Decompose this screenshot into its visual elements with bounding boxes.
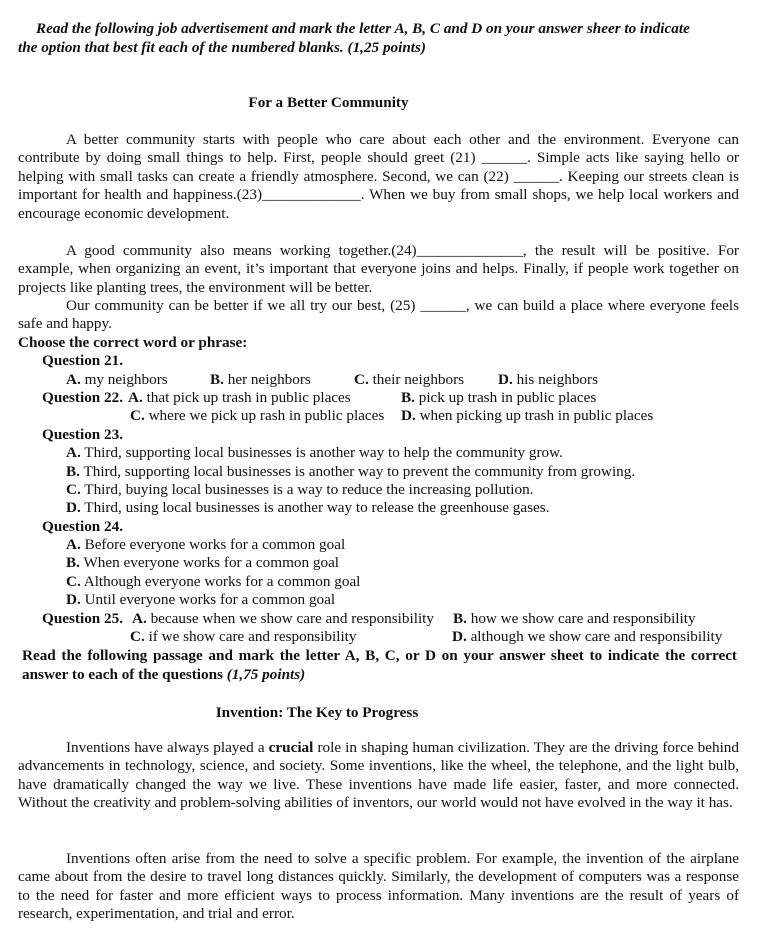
- question-25-option-a[interactable]: A. because when we show care and responsibility: [132, 610, 434, 627]
- passage-2-paragraph-2: Inventions often arise from the need to solve a specific problem. For example, the invention of the airplane came about from the desire to travel long distances quickly. Similarly, the development of computers was a response to the need for faster and more efficient ways to process information. Many inventions are the result of years of research, experimentation, and trial and error.: [18, 850, 739, 923]
- question-21-option-b[interactable]: B. her neighbors: [210, 371, 311, 388]
- crucial-keyword: crucial: [268, 739, 314, 756]
- question-22-label: Question 22.: [42, 389, 124, 406]
- question-21-option-a[interactable]: A. my neighbors: [66, 371, 168, 388]
- instruction-1-line-1: Read the following job advertisement and mark the letter A, B, C and D on your answer sheer to indicate: [36, 20, 690, 37]
- question-24-option-c[interactable]: C. Although everyone works for a common goal: [66, 573, 361, 590]
- question-25-option-d[interactable]: D. although we show care and responsibility: [452, 628, 723, 645]
- passage-2-title: Invention: The Key to Progress: [215, 704, 419, 721]
- question-24-option-d[interactable]: D. Until everyone works for a common goal: [66, 591, 336, 608]
- instruction-2: Read the following passage and mark the letter A, B, C, or D on your answer sheet to indicate the correct answer to each of the questions (1,75 points): [22, 647, 737, 683]
- question-24-label: Question 24.: [42, 518, 124, 535]
- question-23-label: Question 23.: [42, 426, 124, 443]
- question-23-option-d[interactable]: D. Third, using local businesses is another way to release the greenhouse gases.: [66, 499, 550, 516]
- instruction-2-points: (1,75 points): [226, 665, 306, 683]
- question-23-option-c[interactable]: C. Third, buying local businesses is a way to reduce the increasing pollution.: [66, 481, 534, 498]
- instruction-1-line-2: the option that best fit each of the numbered blanks. (1,25 points): [18, 39, 426, 56]
- passage-1-paragraph-1: A better community starts with people who care about each other and the environment. Everyone can contribute by doing small things to help. First, people should greet (21) ______. Simple acts like saying hello or helping with small tasks can create a friendly atmosphere. Second, we can (22) ______. Keeping our streets clean is important for health and happiness.(23)_____________. When we buy from small shops, we help local workers and encourage economic development.: [18, 131, 739, 222]
- passage-1-paragraph-2: A good community also means working together.(24)______________, the result will be positive. For example, when organizing an event, it’s important that everyone joins and helps. Finally, if people work together on projects like planting trees, the environment will be better.: [18, 242, 739, 296]
- question-21-option-c[interactable]: C. their neighbors: [354, 371, 465, 388]
- passage-2-paragraph-1: Inventions have always played a crucial role in shaping human civilization. They are the driving force behind advancements in technology, science, and society. Some inventions, like the wheel, the telephone, and the light bulb, have dramatically changed the way we live. These inventions have made life easier, faster, and more connected. Without the creativity and problem-solving abilities of inventors, our world would not have evolved in the way it has.: [18, 739, 739, 812]
- question-22-option-b[interactable]: B. pick up trash in public places: [401, 389, 597, 406]
- passage-1-title: For a Better Community: [248, 94, 409, 111]
- question-24-option-b[interactable]: B. When everyone works for a common goal: [66, 554, 340, 571]
- question-25-label: Question 25.: [42, 610, 124, 627]
- question-22-option-a[interactable]: A. that pick up trash in public places: [128, 389, 351, 406]
- instruction-1: [18, 19, 739, 57]
- question-24-option-a[interactable]: A. Before everyone works for a common goal: [66, 536, 346, 553]
- passage-1-paragraph-3: Our community can be better if we all try our best, (25) ______, we can build a place where everyone feels safe and happy.: [18, 297, 739, 333]
- question-22-option-c[interactable]: C. where we pick up rash in public places: [130, 407, 385, 424]
- question-22-option-d[interactable]: D. when picking up trash in public places: [401, 407, 654, 424]
- question-23-option-b[interactable]: B. Third, supporting local businesses is another way to prevent the community from growing.: [66, 463, 636, 480]
- question-25-option-c[interactable]: C. if we show care and responsibility: [130, 628, 357, 645]
- question-23-option-a[interactable]: A. Third, supporting local businesses is another way to help the community grow.: [66, 444, 563, 461]
- question-21-option-d[interactable]: D. his neighbors: [498, 371, 598, 388]
- question-25-option-b[interactable]: B. how we show care and responsibility: [453, 610, 696, 627]
- choose-heading: Choose the correct word or phrase:: [18, 334, 248, 351]
- question-21-label: Question 21.: [42, 352, 124, 369]
